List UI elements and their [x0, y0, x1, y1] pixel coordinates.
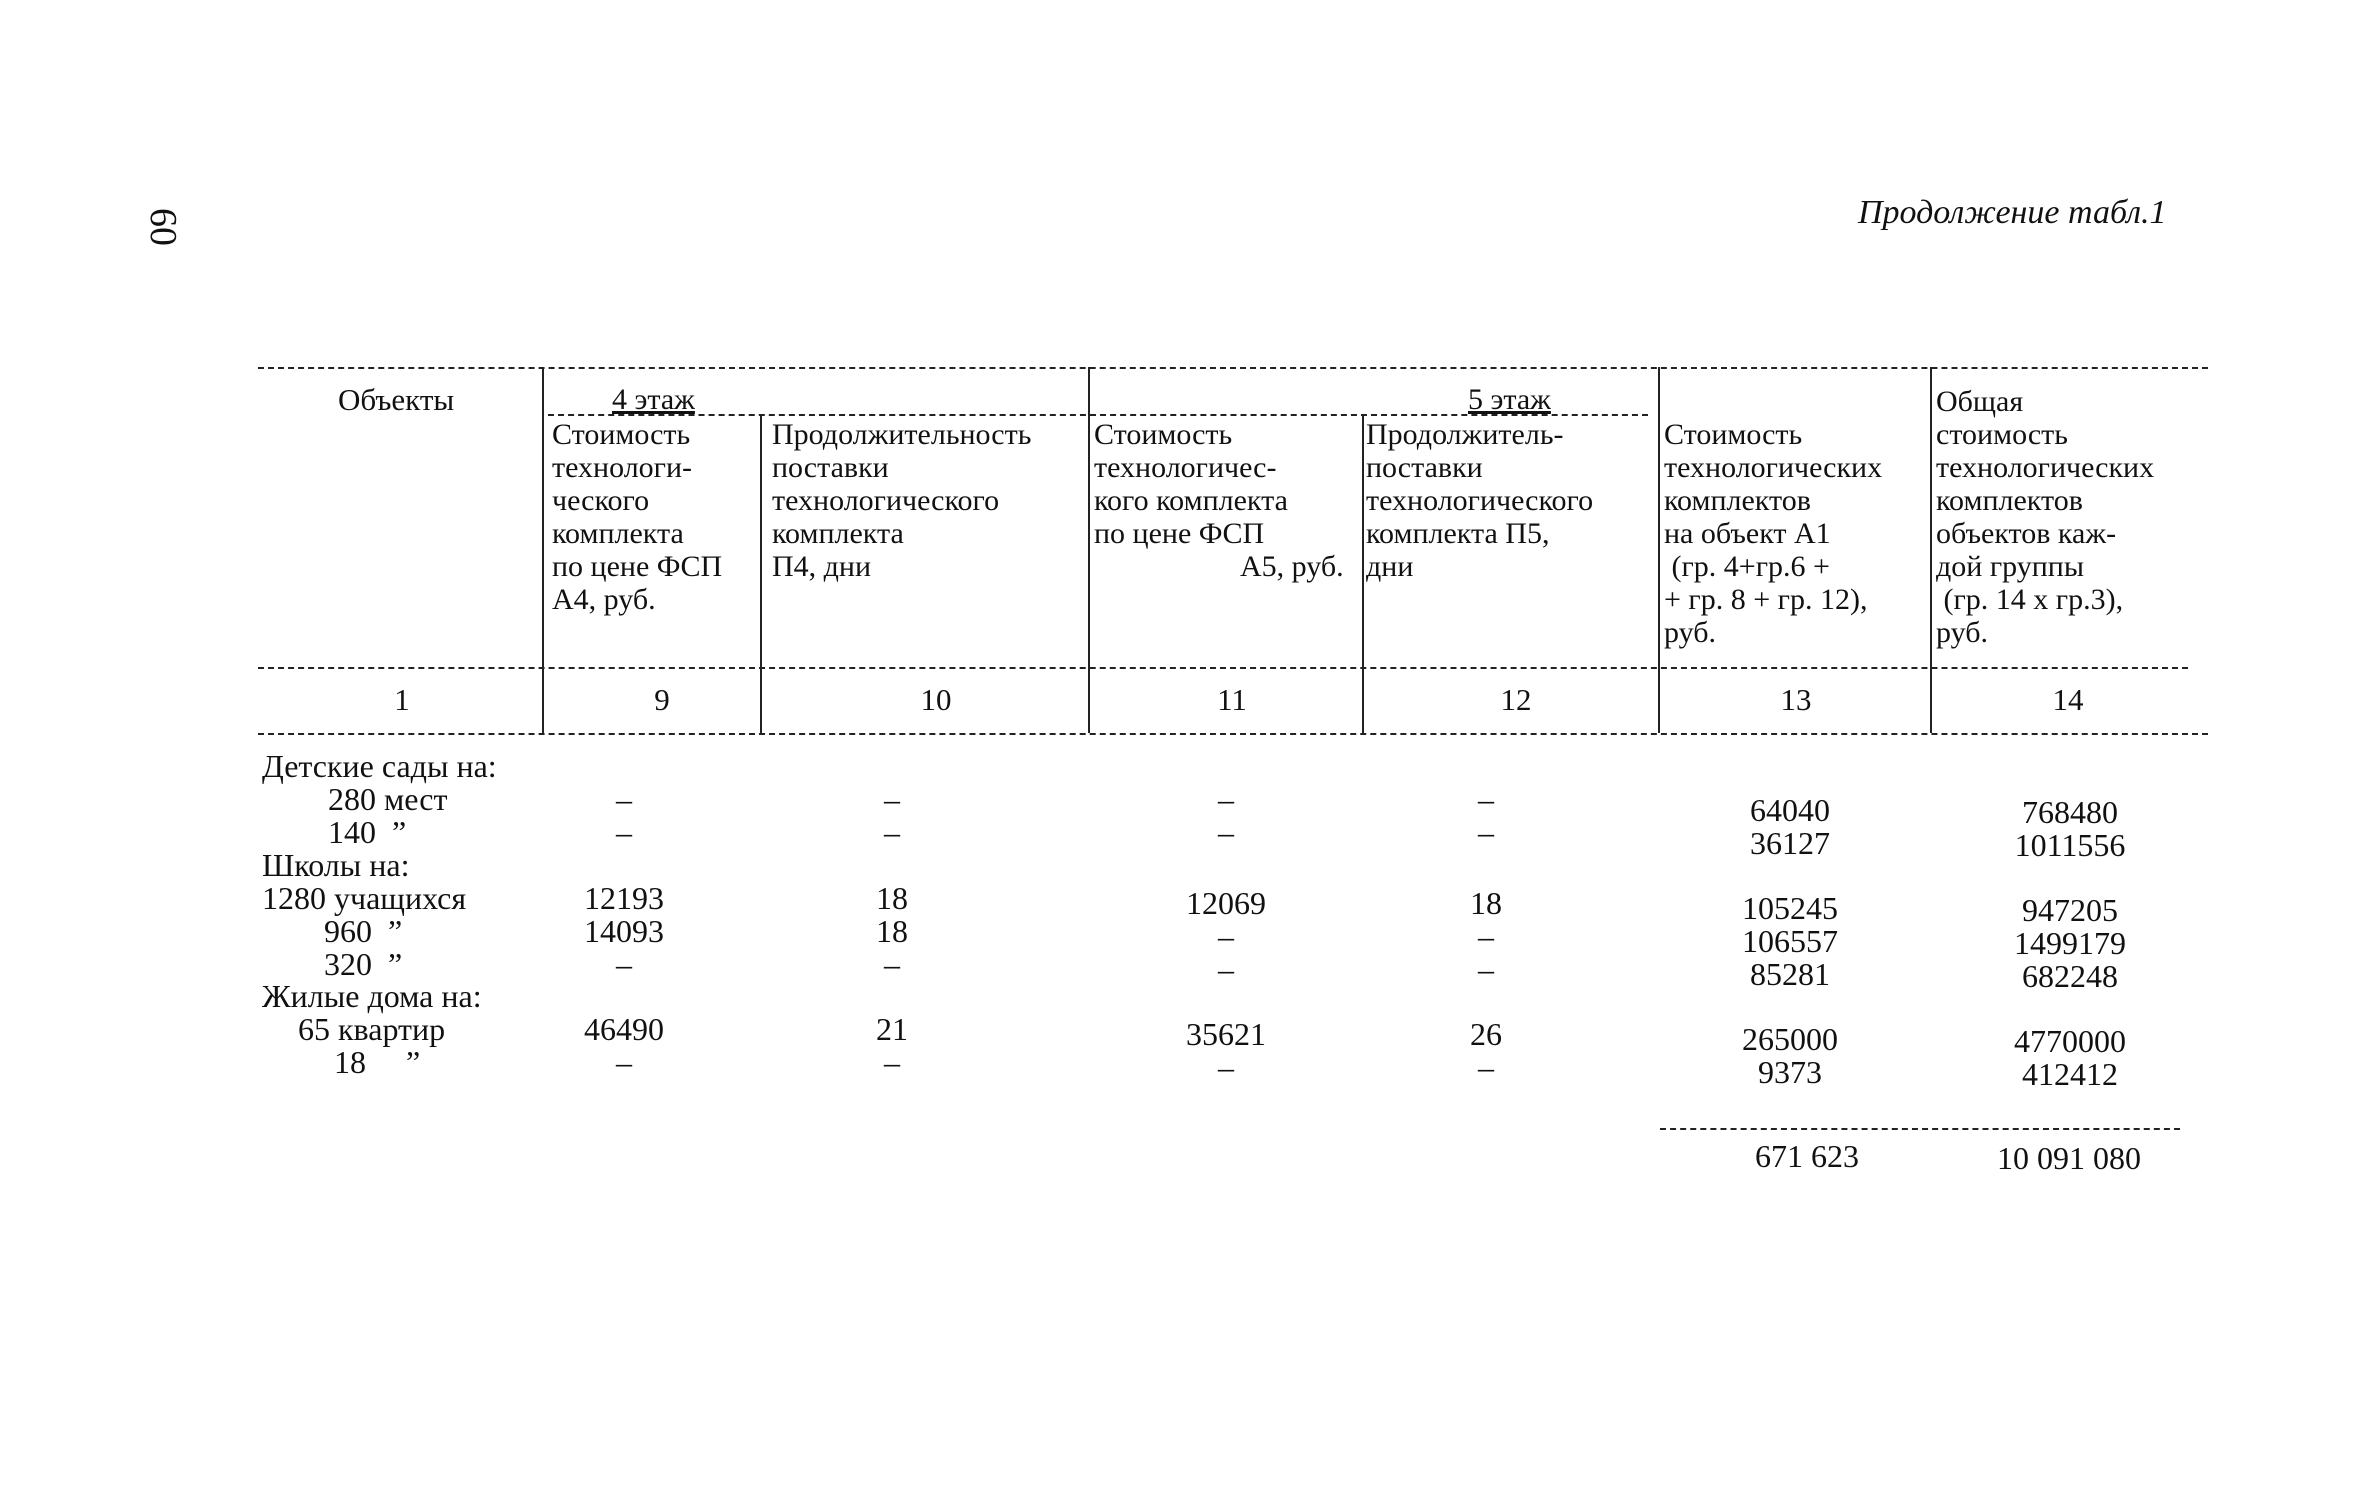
cell-col-14: 4770000	[2014, 1023, 2126, 1059]
cell-col-14: 947205	[2022, 892, 2118, 928]
cell-col-9: 46490	[584, 1011, 664, 1047]
cell-col-10: –	[884, 1044, 900, 1080]
cell-col-9: 14093	[584, 913, 664, 949]
header-floor-4: 4 этаж	[612, 383, 695, 416]
cell-col-11: –	[1218, 951, 1234, 987]
col-divider-10	[1088, 367, 1090, 733]
cell-col-12: –	[1478, 814, 1494, 850]
group-label-schools: Школы на:	[262, 847, 410, 883]
header-col-12: Продолжитель- поставки технологического комплекта П5, дни	[1366, 418, 1594, 583]
column-number: 14	[2052, 682, 2084, 717]
totals-rule	[1660, 1128, 2180, 1130]
cell-col-13: 64040	[1750, 792, 1830, 828]
column-number: 13	[1780, 682, 1812, 717]
cell-col-11: –	[1218, 781, 1234, 817]
group-label-kindergartens: Детские сады на:	[262, 748, 497, 784]
cell-col-13: 105245	[1742, 890, 1838, 926]
col-divider-11	[1362, 414, 1364, 733]
cell-col-11: –	[1218, 814, 1234, 850]
cell-col-9: –	[616, 946, 632, 982]
cell-col-9: –	[616, 781, 632, 817]
column-number: 12	[1500, 682, 1532, 717]
cell-col-14: 768480	[2022, 794, 2118, 830]
row-label: 140 ”	[328, 814, 407, 850]
row-label: 960 ”	[324, 913, 403, 949]
cell-col-12: –	[1478, 781, 1494, 817]
column-number: 1	[394, 682, 410, 717]
header-objects: Объекты	[338, 382, 455, 417]
cell-col-12: 18	[1470, 885, 1502, 921]
row-label: 280 мест	[328, 781, 448, 817]
col-divider-13	[1930, 367, 1932, 733]
row-label: 1280 учащихся	[262, 880, 467, 916]
cell-col-12: 26	[1470, 1016, 1502, 1052]
row-label: 320 ”	[324, 946, 403, 982]
cell-col-13: 106557	[1742, 923, 1838, 959]
cell-col-13: 36127	[1750, 825, 1830, 861]
cell-col-9: –	[616, 1044, 632, 1080]
column-number: 9	[654, 682, 670, 717]
cell-col-9: 12193	[584, 880, 664, 916]
cell-col-13: 9373	[1758, 1054, 1822, 1090]
header-col-11: Стоимость технологичес- кого комплекта по цене ФСП	[1094, 418, 1288, 550]
header-floor-5: 5 этаж	[1468, 383, 1551, 416]
cell-col-14: 682248	[2022, 958, 2118, 994]
cell-col-11: 12069	[1186, 885, 1266, 921]
cell-col-14: 1011556	[2014, 827, 2126, 863]
table-continuation-title: Продолжение табл.1	[1858, 194, 2167, 231]
cell-col-11: –	[1218, 918, 1234, 954]
cell-col-12: –	[1478, 951, 1494, 987]
total-col-14: 10 091 080	[1997, 1140, 2141, 1176]
header-col-14: Общая стоимость технологических комплектов объектов каж- дой группы (гр. 14 х гр.3), руб.	[1936, 385, 2155, 649]
group-label-houses: Жилые дома на:	[262, 978, 482, 1014]
header-col-10: Продолжительность поставки технологического комплекта П4, дни	[772, 418, 1032, 583]
cell-col-10: –	[884, 946, 900, 982]
cell-col-10: –	[884, 781, 900, 817]
column-number: 11	[1217, 682, 1247, 717]
cell-col-12: –	[1478, 1049, 1494, 1085]
col-divider-9	[760, 414, 762, 733]
column-number: 10	[920, 682, 952, 717]
cell-col-10: 18	[876, 913, 908, 949]
cell-col-10: 18	[876, 880, 908, 916]
cell-col-13: 85281	[1750, 956, 1830, 992]
table-top-rule	[258, 367, 2208, 369]
total-col-13: 671 623	[1755, 1138, 1859, 1174]
col-divider-12	[1658, 367, 1660, 733]
col-divider-1	[542, 367, 544, 733]
header-col-11-tail: А5, руб.	[1240, 550, 1344, 583]
row-label: 18 ”	[334, 1044, 421, 1080]
cell-col-12: –	[1478, 918, 1494, 954]
header-col-9: Стоимость технологи- ческого комплекта по цене ФСП А4, руб.	[552, 418, 723, 616]
cell-col-13: 265000	[1742, 1021, 1838, 1057]
cell-col-9: –	[616, 814, 632, 850]
page-number: 60	[142, 208, 184, 246]
header-col-13: Стоимость технологических комплектов на объект А1 (гр. 4+гр.6 + + гр. 8 + гр. 12), руб.	[1664, 418, 1883, 649]
cell-col-14: 1499179	[2014, 925, 2126, 961]
cell-col-10: 21	[876, 1011, 908, 1047]
cell-col-11: –	[1218, 1049, 1234, 1085]
cell-col-11: 35621	[1186, 1016, 1266, 1052]
row-label: 65 квартир	[298, 1011, 446, 1047]
cell-col-10: –	[884, 814, 900, 850]
header-bottom-rule	[258, 667, 2188, 669]
column-numbers-bottom-rule	[258, 733, 2208, 735]
cell-col-14: 412412	[2022, 1056, 2118, 1092]
